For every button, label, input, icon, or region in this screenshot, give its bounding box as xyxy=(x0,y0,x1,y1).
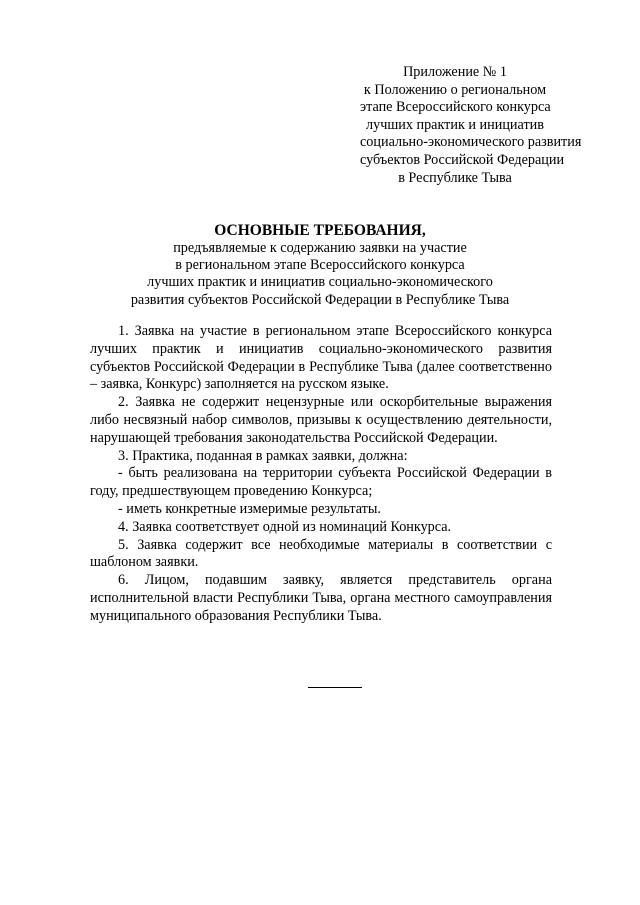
annex-block xyxy=(360,64,582,187)
paragraph-4: 4. Заявка соответствует одной из номинаций Конкурса. xyxy=(118,518,452,535)
paragraph-3-item-2: - иметь конкретные измеримые результаты. xyxy=(118,500,381,517)
document-subtitle-line: в региональном этапе Всероссийского конкурса xyxy=(175,257,465,274)
document-body xyxy=(90,323,552,626)
paragraph-6: 6. Лицом, подавшим заявку, является представитель органа исполнительной власти Республики Тыва, органа местного самоуправления муниципального образования Республики Тыва. xyxy=(90,572,552,624)
annex-line: этапе Всероссийского конкурса xyxy=(360,99,551,116)
document-subtitle-line: лучших практик и инициатив социально-экономического xyxy=(147,274,493,291)
paragraph-3-item-1: - быть реализована на территории субъекта Российской Федерации в году, предшествующем проведению Конкурса; xyxy=(90,465,552,500)
annex-line: к Положению о региональном xyxy=(363,81,547,98)
paragraph-5: 5. Заявка содержит все необходимые материалы в соответствии с шаблоном заявки. xyxy=(90,536,552,571)
document-subtitle-line: предъявляемые к содержанию заявки на участие xyxy=(173,240,467,256)
document-heading xyxy=(80,221,560,309)
paragraph-1: 1. Заявка на участие в региональном этапе Всероссийского конкурса лучших практик и инициатив социально-экономического развития субъектов Российской Федерации в Республике Тыва (далее соответственно – заявка, Конкурс) заполняется на русском языке. xyxy=(90,323,552,393)
annex-line: в Республике Тыва xyxy=(398,169,512,186)
document-subtitle-line: развития субъектов Российской Федерации в Республике Тыва xyxy=(130,291,510,308)
annex-line: социально-экономического развития xyxy=(360,134,582,151)
annex-line: лучших практик и инициатив xyxy=(366,116,544,133)
annex-line-number: Приложение № 1 xyxy=(403,64,507,80)
annex-line: субъектов Российской Федерации xyxy=(360,151,565,168)
end-separator-line xyxy=(308,687,362,688)
paragraph-2: 2. Заявка не содержит нецензурные или оскорбительные выражения либо несвязный набор символов, призывы к осуществлению деятельности, нарушающей требования законодательства Российской Федерации. xyxy=(90,394,552,446)
paragraph-3: 3. Практика, поданная в рамках заявки, должна: xyxy=(118,447,408,464)
document-title: ОСНОВНЫЕ ТРЕБОВАНИЯ, xyxy=(214,222,426,239)
